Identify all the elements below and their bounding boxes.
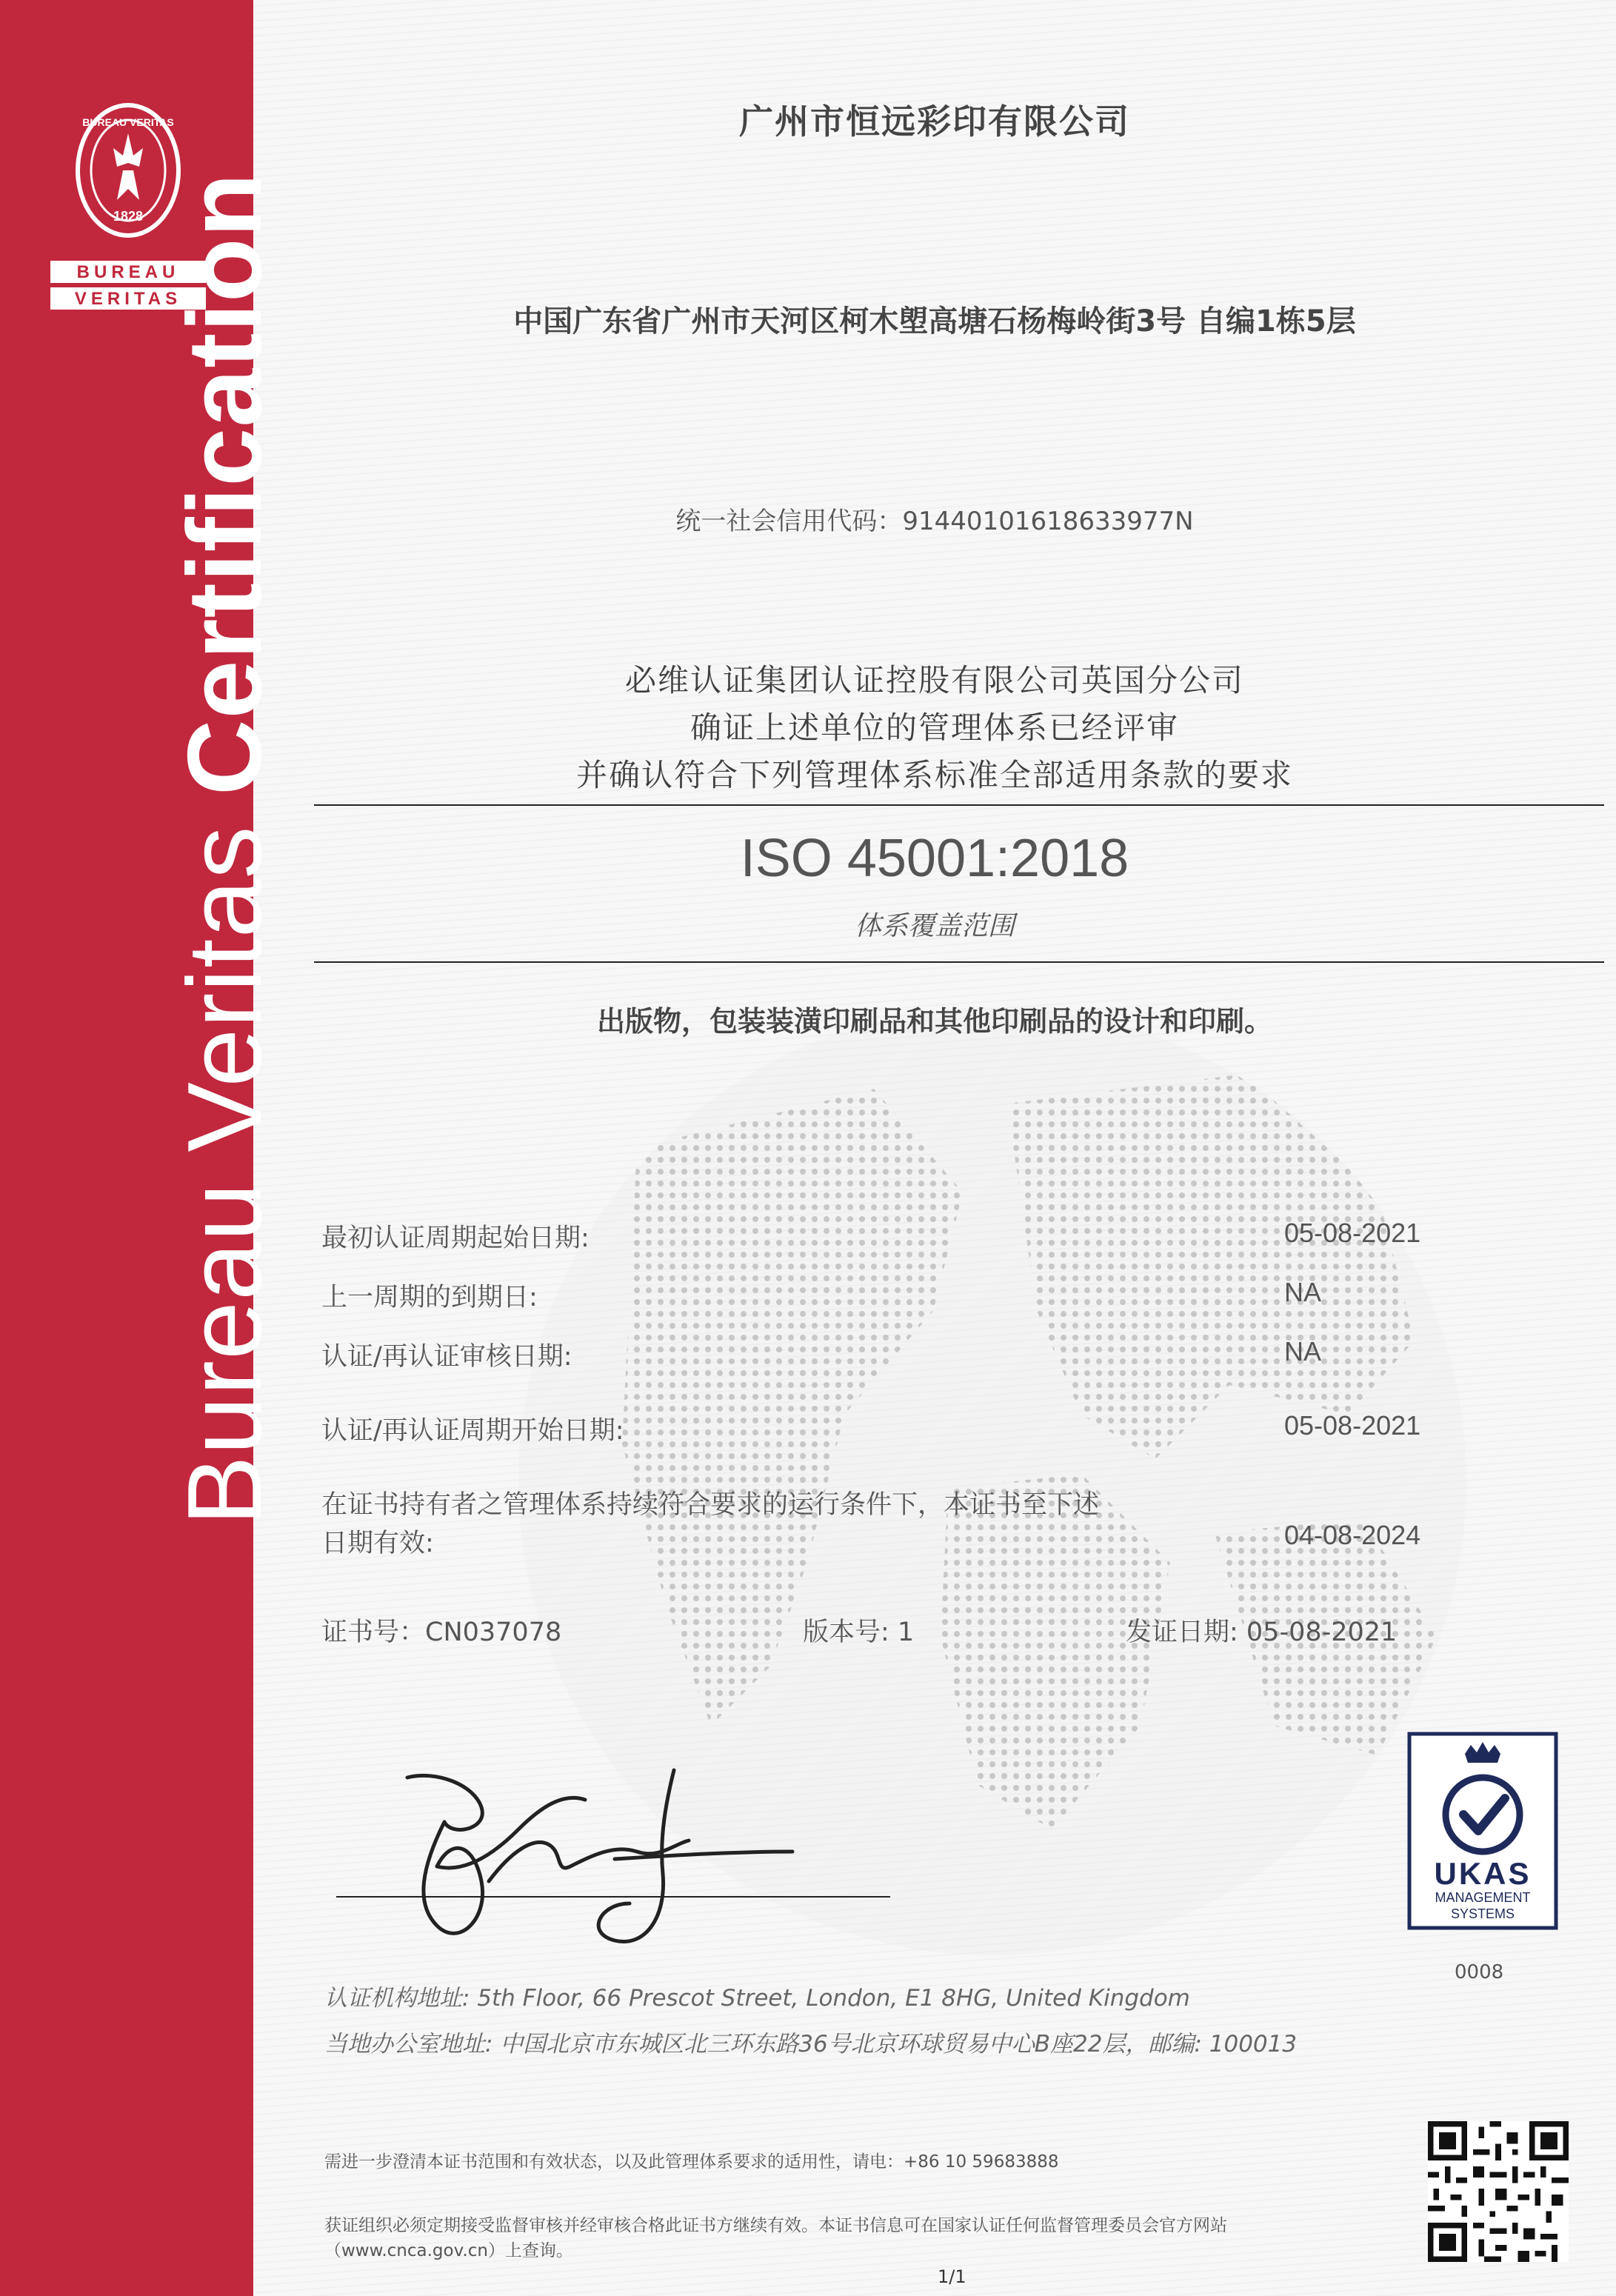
company-address: 中国广东省广州市天河区柯木塱高塘石杨梅岭街3号 自编1栋5层 — [513, 304, 1356, 338]
certificate-number: 证书号：CN037078 — [321, 1618, 562, 1647]
brand-certification: Certification — [166, 172, 284, 796]
initial-date-label: 最初认证周期起始日期: — [321, 1224, 590, 1253]
standard-title: ISO 45001:2018 — [740, 829, 1129, 888]
ukas-name: UKAS — [1434, 1856, 1532, 1891]
initial-date-value: 05-08-2021 — [1284, 1218, 1421, 1248]
ukas-line-1: MANAGEMENT — [1435, 1890, 1531, 1905]
ukas-line-2: SYSTEMS — [1450, 1906, 1515, 1921]
statement-line-1: 必维认证集团认证控股有限公司英国分公司 — [624, 662, 1244, 698]
validity-text-line-2: 日期有效: — [321, 1529, 434, 1558]
ukas-accreditation-mark — [1407, 1732, 1558, 1930]
divider-top — [314, 804, 1604, 806]
logo-word-veritas: VERITAS — [74, 289, 182, 309]
cycle-start-label: 认证/再认证周期开始日期: — [321, 1416, 624, 1446]
qr-code[interactable] — [1428, 2121, 1569, 2262]
sidebar-band — [0, 0, 284, 2296]
scope-label: 体系覆盖范围 — [854, 911, 1015, 941]
scope-text: 出版物，包装装潢印刷品和其他印刷品的设计和印刷。 — [596, 1005, 1272, 1038]
brand-name: Bureau Veritas — [166, 795, 284, 1526]
logo-word-bureau: BUREAU — [76, 262, 180, 282]
statement-line-2: 确证上述单位的管理体系已经评审 — [690, 710, 1179, 746]
signature — [393, 1755, 807, 1963]
local-office-address: 当地办公室地址: 中国北京市东城区北三环东路36号北京环球贸易中心B座22层，邮编: 100013 — [324, 2031, 1298, 2058]
credit-code: 统一社会信用代码：91440101618633977N — [675, 507, 1194, 536]
validity-date-value: 04-08-2024 — [1284, 1520, 1421, 1550]
logo-ring-text: BUREAU VERITAS — [82, 116, 174, 128]
validity-text-line-1: 在证书持有者之管理体系持续符合要求的运行条件下，本证书至下述 — [321, 1490, 1100, 1520]
previous-expiry-value: NA — [1284, 1277, 1322, 1307]
footer-note-line-1: 获证组织必须定期接受监督审核并经审核合格此证书方继续有效。本证书信息可在国家认证任何监督管理委员会官方网站 — [324, 2216, 1227, 2235]
certification-body-address: 认证机构地址: 5th Floor, 66 Prescot Street, London, E1 8HG, United Kingdom — [324, 1985, 1190, 2012]
audit-date-value: NA — [1284, 1336, 1322, 1366]
signature-line — [336, 1896, 890, 1898]
previous-expiry-label: 上一周期的到期日: — [321, 1283, 538, 1312]
page-number: 1/1 — [938, 2266, 966, 2287]
version-number: 版本号: 1 — [803, 1618, 915, 1647]
cycle-start-value: 05-08-2021 — [1284, 1410, 1421, 1441]
ukas-number: 0008 — [1455, 1961, 1504, 1983]
statement-line-3: 并确认符合下列管理体系标准全部适用条款的要求 — [575, 757, 1293, 793]
divider-bottom — [314, 961, 1604, 963]
issue-date: 发证日期: 05-08-2021 — [1126, 1618, 1398, 1647]
company-name: 广州市恒远彩印有限公司 — [739, 101, 1130, 141]
logo-year: 1828 — [113, 209, 144, 224]
footer-note-contact: 需进一步澄清本证书范围和有效状态，以及此管理体系要求的适用性，请电：+86 10 59683888 — [324, 2152, 1059, 2172]
audit-date-label: 认证/再认证审核日期: — [321, 1342, 572, 1372]
footer-note-line-2: （www.cnca.gov.cn）上查询。 — [324, 2241, 573, 2260]
